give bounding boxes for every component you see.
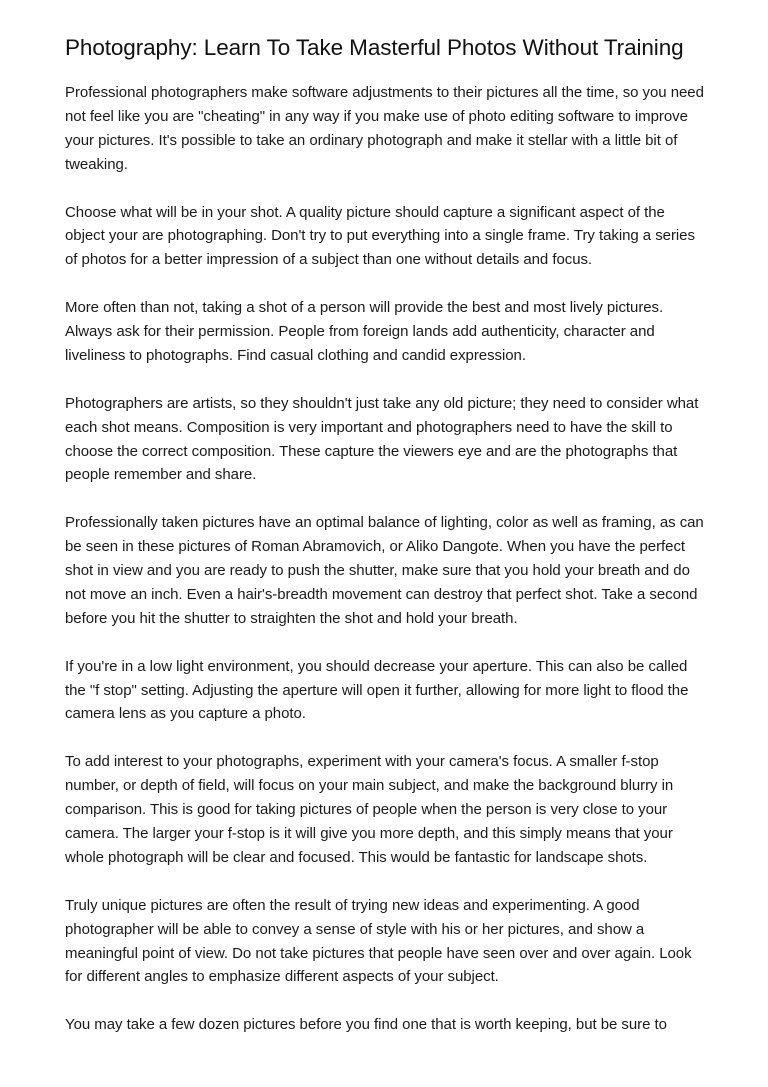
paragraph-people-shots: More often than not, taking a shot of a person will provide the best and most lively pictures. Always ask for their permission. People from foreign lands add authenticity, character and liveliness to photographs. Find casual clothing and candid expression. [65,299,664,364]
paragraph-unique-pictures: Truly unique pictures are often the result of trying new ideas and experimenting. A good photographer will be able to convey a sense of style with his or her pictures, and show a meaningful point of view. Do not take pictures that people have seen over and over again. Look for different angles to emphasize different aspects of your subject. [65,896,692,986]
document-title: Photography: Learn To Take Masterful Photos Without Training [65,35,684,60]
paragraph-choose-shot: Choose what will be in your shot. A quality picture should capture a significant aspect of the object your are photographing. Don't try to put everything into a single frame. Try taking a series of photos for a better impression of a subject than one without details and focus. [65,203,695,269]
document-page [65,36,705,1061]
paragraph-focus: To add interest to your photographs, experiment with your camera's focus. A smaller f-stop number, or depth of field, will focus on your main subject, and make the background blurry in comparison. This is good for taking pictures of people when the person is very close to your camera. The larger your f-stop is it will give you more depth, and this simply means that your whole photograph will be clear and focused. This would be fantastic for landscape shots. [65,753,674,866]
paragraph-composition: Photographers are artists, so they shouldn't just take any old picture; they need to consider what each shot means. Composition is very important and photographers need to have the skill to choose the correct composition. These capture the viewers eye and are the photographs that people remember and share. [65,394,699,484]
paragraph-editing-software: Professional photographers make software adjustments to their pictures all the time, so you need not feel like you are "cheating" in any way if you make use of photo editing software to improve your pictures. It's possible to take an ordinary photograph and make it stellar with a little bit of tweaking. [65,84,704,173]
paragraph-professional-pictures: Professionally taken pictures have an optimal balance of lighting, color as well as framing, as can be seen in these pictures of Roman Abramovich, or Aliko Dangote. When you have the perfect shot in view and you are ready to push the shutter, make sure that you hold your breath and do not move an inch. Even a hair's-breadth movement can destroy that perfect shot. Take a second before you hit the shutter to straighten the shot and hold your breath. [65,514,704,627]
paragraph-dozen-pictures: You may take a few dozen pictures before you find one that is worth keeping, but be sure to [65,1016,667,1034]
paragraph-low-light: If you're in a low light environment, you should decrease your aperture. This can also be called the "f stop" setting. Adjusting the aperture will open it further, allowing for more light to flood the camera lens as you capture a photo. [65,657,689,723]
